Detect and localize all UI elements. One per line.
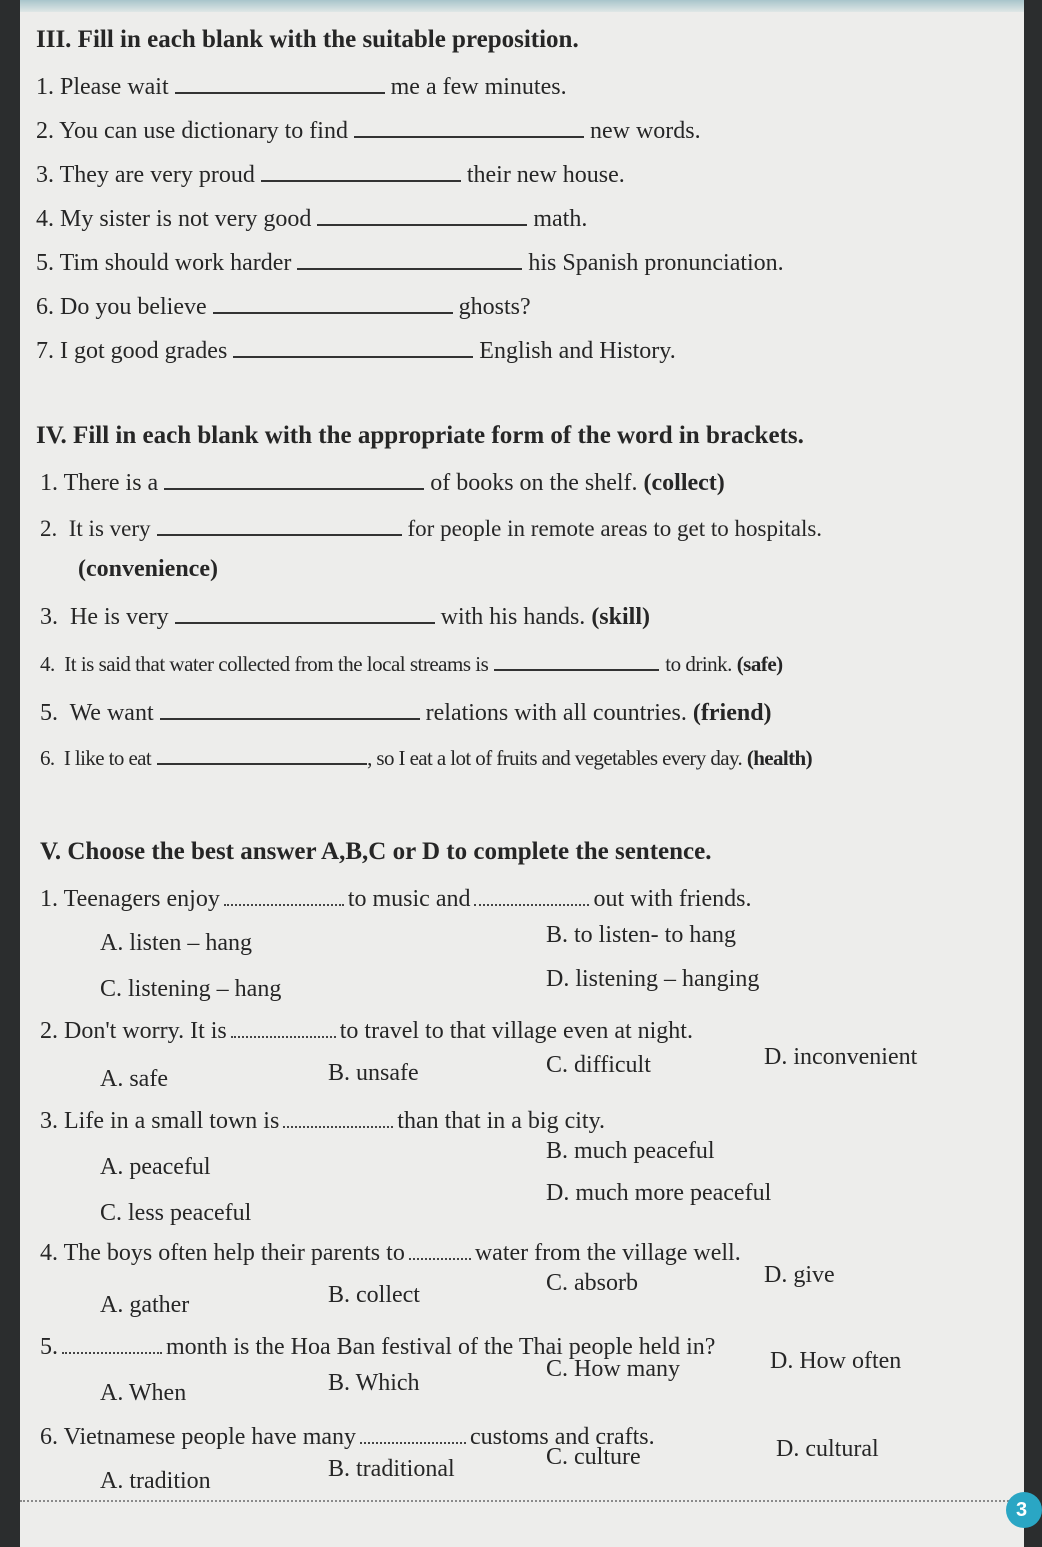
s5-q5-option-d[interactable]: D. How often [770,1348,902,1374]
s5-q6-option-a[interactable]: A. tradition [100,1468,211,1494]
answer-blank[interactable] [224,890,344,906]
answer-blank[interactable] [354,120,584,138]
s5-q2-option-c[interactable]: C. difficult [546,1052,651,1078]
answer-blank[interactable] [474,890,589,906]
s5-q4-option-b[interactable]: B. collect [328,1282,420,1308]
answer-blank[interactable] [409,1244,471,1260]
s5-q1-option-b[interactable]: B. to listen- to hang [546,922,736,948]
s5-q2-option-a[interactable]: A. safe [100,1066,168,1092]
section-3-heading: III. Fill in each blank with the suitable preposition. [36,26,579,53]
answer-blank[interactable] [175,76,385,94]
s3-item-5: 5. Tim should work harder his Spanish pronunciation. [36,250,784,276]
s5-q2-option-b[interactable]: B. unsafe [328,1060,419,1086]
s5-q5-option-c[interactable]: C. How many [546,1356,680,1382]
answer-blank[interactable] [175,606,435,624]
s4-item-3: 3. He is very with his hands. (skill) [40,604,650,630]
answer-blank[interactable] [231,1022,336,1038]
s5-q6-option-b[interactable]: B. traditional [328,1456,455,1482]
s5-question-1: 1. Teenagers enjoy to music and out with friends. [40,886,752,912]
answer-blank[interactable] [157,747,367,765]
s3-item-1: 1. Please wait me a few minutes. [36,74,567,100]
s3-item-7: 7. I got good grades English and History. [36,338,676,364]
s5-q1-option-c[interactable]: C. listening – hang [100,976,282,1002]
s3-item-4: 4. My sister is not very good math. [36,206,588,232]
answer-blank[interactable] [360,1428,466,1444]
s5-q1-option-a[interactable]: A. listen – hang [100,930,252,956]
s4-item-6: 6. I like to eat , so I eat a lot of fruits and vegetables every day. (health) [40,746,813,770]
s5-q2-option-d[interactable]: D. inconvenient [764,1044,918,1070]
section-5-heading: V. Choose the best answer A,B,C or D to complete the sentence. [40,838,712,865]
s3-item-3: 3. They are very proud their new house. [36,162,625,188]
s5-q4-option-c[interactable]: C. absorb [546,1270,638,1296]
page-number-badge: 3 [1006,1492,1042,1528]
s5-q3-option-c[interactable]: C. less peaceful [100,1200,252,1226]
answer-blank[interactable] [164,472,424,490]
s5-q3-option-a[interactable]: A. peaceful [100,1154,211,1180]
answer-blank[interactable] [62,1338,162,1354]
answer-blank[interactable] [283,1112,393,1128]
footer-divider [20,1500,1024,1502]
s5-q6-option-c[interactable]: C. culture [546,1444,641,1470]
s4-item-5: 5. We want relations with all countries. (friend) [40,700,772,726]
s5-q5-option-a[interactable]: A. When [100,1380,187,1406]
s4-item-4: 4. It is said that water collected from the local streams is to drink. (safe) [40,652,783,676]
s4-item-2: 2. It is very for people in remote areas to get to hospitals. [40,516,823,541]
s5-q3-option-b[interactable]: B. much peaceful [546,1138,715,1164]
s5-q1-option-d[interactable]: D. listening – hanging [546,966,760,992]
answer-blank[interactable] [261,164,461,182]
worksheet-page [20,0,1028,1547]
s5-question-6: 6. Vietnamese people have many customs and crafts. [40,1424,655,1450]
top-color-band [20,0,1024,12]
s3-item-2: 2. You can use dictionary to find new words. [36,118,701,144]
s5-question-5: 5. month is the Hoa Ban festival of the Thai people held in? [40,1334,716,1360]
answer-blank[interactable] [297,252,522,270]
section-4-heading: IV. Fill in each blank with the appropriate form of the word in brackets. [36,422,804,449]
s5-q6-option-d[interactable]: D. cultural [776,1436,879,1462]
s5-question-2: 2. Don't worry. It is to travel to that village even at night. [40,1018,693,1044]
s5-question-4: 4. The boys often help their parents to water from the village well. [40,1240,741,1266]
s5-q4-option-a[interactable]: A. gather [100,1292,190,1318]
answer-blank[interactable] [317,208,527,226]
s5-q3-option-d[interactable]: D. much more peaceful [546,1180,772,1206]
s5-question-3: 3. Life in a small town is than that in a big city. [40,1108,606,1134]
s3-item-6: 6. Do you believe ghosts? [36,294,531,320]
answer-blank[interactable] [233,340,473,358]
s4-item-2-word: (convenience) [78,556,218,582]
s5-q5-option-b[interactable]: B. Which [328,1370,420,1396]
answer-blank[interactable] [160,702,420,720]
answer-blank[interactable] [494,653,659,671]
s4-item-1: 1. There is a of books on the shelf. (collect) [40,470,725,496]
answer-blank[interactable] [213,296,453,314]
s5-q4-option-d[interactable]: D. give [764,1262,835,1288]
answer-blank[interactable] [157,518,402,536]
